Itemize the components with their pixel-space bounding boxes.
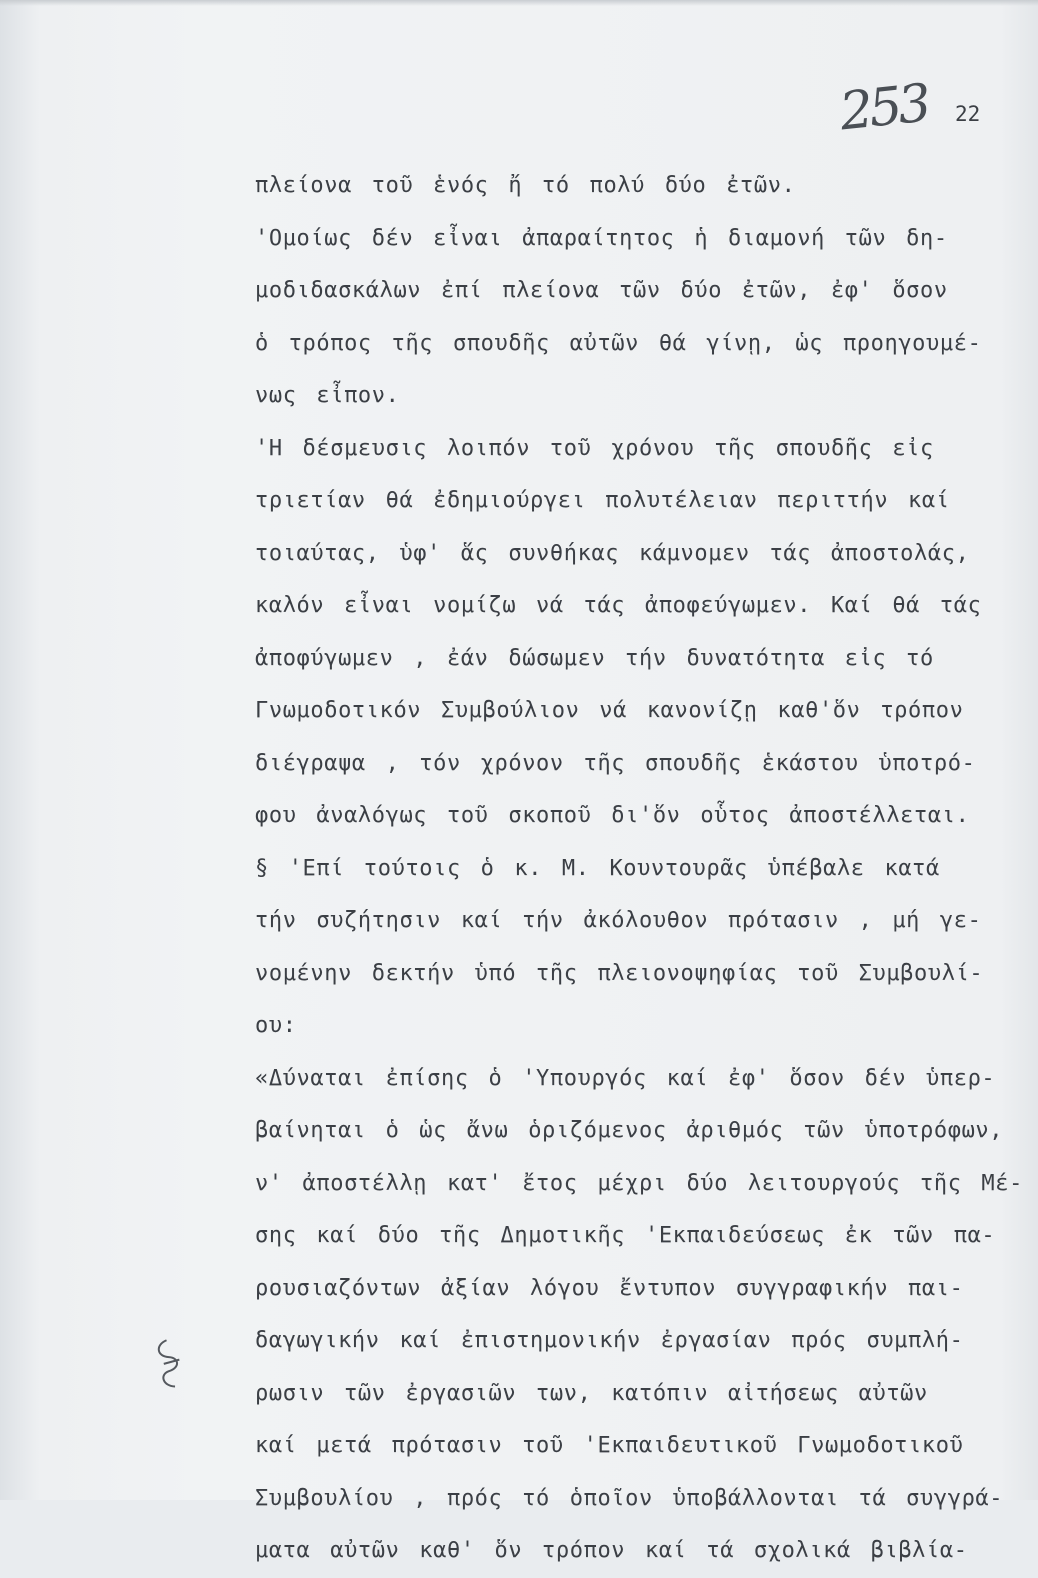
text-line: ν' ἀποστέλλῃ κατ' ἔτος μέχρι δύο λειτουργούς τῆς Μέ-: [255, 1170, 1023, 1196]
text-line: Γνωμοδοτικόν Συμβούλιον νά κανονίζῃ καθ'ὅν τρόπον: [255, 698, 964, 723]
text-line: «Δύναται ἐπίσης ὁ 'Υπουργός καί ἐφ' ὅσον δέν ὑπερ-: [255, 1065, 996, 1091]
text-line: μοδιδασκάλων ἐπί πλείονα τῶν δύο ἐτῶν, ἐφ' ὅσον: [255, 278, 948, 303]
text-line: ἀποφύγωμεν , ἐάν δώσωμεν τήν δυνατότητα εἰς τό: [255, 645, 934, 671]
text-line: ου:: [255, 1013, 297, 1038]
text-line: τριετίαν θά ἐδημιούργει πολυτέλειαν περιττήν καί: [255, 488, 950, 513]
text-line: δαγωγικήν καί ἐπιστημονικήν ἐργασίαν πρός συμπλή-: [255, 1328, 964, 1353]
scan-top-edge: [0, 0, 1038, 6]
corner-stamp-mark: [990, 0, 1038, 18]
text-line: τοιαύτας, ὑφ' ἅς συνθήκας κάμνομεν τάς ἀποστολάς,: [255, 540, 970, 566]
margin-initials-signature: [146, 1333, 194, 1398]
text-line: ρωσιν τῶν ἐργασιῶν των, κατόπιν αἰτήσεως αὐτῶν: [255, 1380, 928, 1406]
folio-area: [837, 73, 981, 148]
text-line: ὁ τρόπος τῆς σπουδῆς αὐτῶν θά γίνῃ, ὡς προηγουμέ-: [255, 330, 982, 356]
text-line: τήν συζήτησιν καί τήν ἀκόλουθον πρότασιν , μή γε-: [255, 908, 982, 933]
text-line: διέγραψα , τόν χρόνον τῆς σπουδῆς ἑκάστου ὑποτρό-: [255, 750, 976, 776]
text-line: ματα αὐτῶν καθ' ὅν τρόπον καί τά σχολικά βιβλία-: [255, 1538, 968, 1563]
text-line: νομένην δεκτήν ὑπό τῆς πλειονοψηφίας τοῦ Συμβουλί-: [255, 960, 984, 986]
text-line: πλείονα τοῦ ἑνός ἤ τό πολύ δύο ἐτῶν.: [255, 173, 796, 198]
text-line: § 'Επί τούτοις ὁ κ. Μ. Κουντουρᾶς ὑπέβαλε κατά: [255, 855, 940, 881]
text-line: σης καί δύο τῆς Δημοτικῆς 'Εκπαιδεύσεως ἐκ τῶν πα-: [255, 1223, 996, 1248]
text-line: νως εἶπον.: [255, 383, 400, 408]
typewritten-body: [255, 160, 1025, 1578]
text-line: ρουσιαζόντων ἀξίαν λόγου ἔντυπον συγγραφικήν παι-: [255, 1275, 964, 1301]
text-line: 'Ομοίως δέν εἶναι ἀπαραίτητος ἡ διαμονή τῶν δη-: [255, 225, 948, 251]
text-line: βαίνηται ὁ ὡς ἄνω ὁριζόμενος ἀριθμός τῶν ὑποτρόφων,: [255, 1118, 1004, 1143]
text-line: φου ἀναλόγως τοῦ σκοποῦ δι'ὅν οὗτος ἀποστέλλεται.: [255, 803, 970, 828]
handwritten-folio-number: 253: [837, 73, 931, 143]
text-line: καλόν εἶναι νομίζω νά τάς ἀποφεύγωμεν. Καί θά τάς: [255, 593, 982, 618]
text-line: 'Η δέσμευσις λοιπόν τοῦ χρόνου τῆς σπουδῆς εἰς: [255, 435, 934, 461]
text-line: καί μετά πρότασιν τοῦ 'Εκπαιδευτικοῦ Γνωμοδοτικοῦ: [255, 1433, 964, 1458]
text-line: Συμβουλίου , πρός τό ὁποῖον ὑποβάλλονται τά συγγρά-: [255, 1485, 1004, 1511]
typed-page-number: 22: [955, 102, 981, 126]
